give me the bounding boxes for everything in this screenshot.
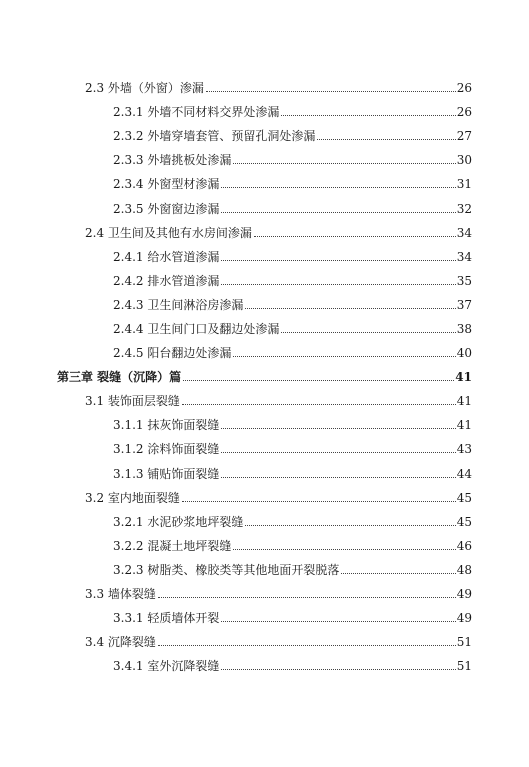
toc-page-number: 26 xyxy=(456,105,472,120)
toc-page-number: 51 xyxy=(456,659,472,674)
toc-dot-leader xyxy=(158,596,456,598)
toc-entry[interactable] xyxy=(0,510,529,534)
toc-dot-leader xyxy=(254,235,456,237)
toc-page-number: 46 xyxy=(456,538,472,553)
toc-page-number: 34 xyxy=(456,249,472,264)
toc-entry[interactable] xyxy=(0,630,529,654)
toc-entry-label: 2.3.5 外窗窗边渗漏 xyxy=(113,201,220,216)
toc-entry-label: 3.1.2 涂料饰面裂缝 xyxy=(113,442,220,457)
toc-entry-label: 2.4 卫生间及其他有水房间渗漏 xyxy=(85,225,252,240)
toc-entry[interactable] xyxy=(0,606,529,630)
toc-dot-leader xyxy=(221,259,455,261)
toc-page-number: 34 xyxy=(456,225,472,240)
toc-page-number: 35 xyxy=(456,273,472,288)
toc-dot-leader xyxy=(182,500,456,502)
toc-page-number: 31 xyxy=(456,177,472,192)
toc-entry-label: 2.4.4 卫生间门口及翻边处渗漏 xyxy=(113,321,280,336)
toc-entry[interactable] xyxy=(0,437,529,461)
toc-entry-label: 2.3.4 外窗型材渗漏 xyxy=(113,177,220,192)
toc-dot-leader xyxy=(158,644,456,646)
toc-dot-leader xyxy=(221,211,455,213)
toc-page-number: 41 xyxy=(455,370,472,385)
toc-entry[interactable] xyxy=(0,293,529,317)
toc-page-number: 38 xyxy=(456,321,472,336)
toc-page-number: 48 xyxy=(456,562,472,577)
toc-page-number: 26 xyxy=(456,81,472,96)
toc-dot-leader xyxy=(233,355,455,357)
toc-entry[interactable] xyxy=(0,196,529,220)
toc-dot-leader xyxy=(221,668,455,670)
toc-page-number: 45 xyxy=(456,490,472,505)
toc-dot-leader xyxy=(221,427,455,429)
toc-dot-leader xyxy=(281,331,455,333)
toc-entry[interactable] xyxy=(0,389,529,413)
toc-page-number: 49 xyxy=(456,611,472,626)
toc-entry-label: 3.1.1 抹灰饰面裂缝 xyxy=(113,418,220,433)
toc-entry[interactable] xyxy=(0,486,529,510)
toc-entry[interactable] xyxy=(0,245,529,269)
toc-dot-leader xyxy=(233,162,455,164)
toc-entry-label: 3.1 装饰面层裂缝 xyxy=(85,394,180,409)
toc-page-number: 49 xyxy=(456,587,472,602)
toc-dot-leader xyxy=(317,138,455,140)
toc-entry-label: 3.2.3 树脂类、橡胶类等其他地面开裂脱落 xyxy=(113,562,340,577)
toc-dot-leader xyxy=(341,572,455,574)
toc-entry-label: 2.3 外墙（外窗）渗漏 xyxy=(85,81,204,96)
toc-page-number: 41 xyxy=(456,418,472,433)
toc-page-number: 51 xyxy=(456,635,472,650)
table-of-contents xyxy=(0,76,529,678)
toc-page-number: 32 xyxy=(456,201,472,216)
toc-entry-label: 2.3.2 外墙穿墙套管、预留孔洞处渗漏 xyxy=(113,129,316,144)
toc-entry[interactable] xyxy=(0,558,529,582)
toc-entry-label: 2.4.2 排水管道渗漏 xyxy=(113,273,220,288)
toc-entry[interactable] xyxy=(0,172,529,196)
toc-page-number: 44 xyxy=(456,466,472,481)
toc-dot-leader xyxy=(221,451,455,453)
toc-page-number: 45 xyxy=(456,514,472,529)
toc-page-number: 30 xyxy=(456,153,472,168)
toc-entry[interactable] xyxy=(0,341,529,365)
toc-entry-label: 3.2.2 混凝土地坪裂缝 xyxy=(113,538,232,553)
toc-dot-leader xyxy=(281,114,455,116)
toc-dot-leader xyxy=(245,524,455,526)
toc-entry-label: 2.4.3 卫生间淋浴房渗漏 xyxy=(113,297,244,312)
toc-entry-label: 3.3.1 轻质墙体开裂 xyxy=(113,611,220,626)
toc-page-number: 40 xyxy=(456,346,472,361)
toc-dot-leader xyxy=(221,620,455,622)
toc-dot-leader xyxy=(245,307,455,309)
toc-dot-leader xyxy=(221,186,455,188)
toc-entry[interactable] xyxy=(0,582,529,606)
toc-entry[interactable] xyxy=(0,413,529,437)
toc-entry-label: 3.4.1 室外沉降裂缝 xyxy=(113,659,220,674)
toc-dot-leader xyxy=(233,548,455,550)
toc-entry[interactable] xyxy=(0,100,529,124)
toc-entry[interactable] xyxy=(0,124,529,148)
toc-entry-label: 3.1.3 铺贴饰面裂缝 xyxy=(113,466,220,481)
toc-entry-label: 2.3.1 外墙不同材料交界处渗漏 xyxy=(113,105,280,120)
toc-entry[interactable] xyxy=(0,534,529,558)
toc-dot-leader xyxy=(206,90,456,92)
toc-dot-leader xyxy=(221,283,455,285)
toc-page-number: 43 xyxy=(456,442,472,457)
toc-page-number: 37 xyxy=(456,297,472,312)
toc-dot-leader xyxy=(182,403,456,405)
toc-entry[interactable] xyxy=(0,221,529,245)
toc-dot-leader xyxy=(183,379,454,381)
toc-entry-label: 3.3 墙体裂缝 xyxy=(85,587,156,602)
toc-entry[interactable] xyxy=(0,654,529,678)
toc-entry[interactable] xyxy=(0,148,529,172)
toc-entry-label: 2.4.5 阳台翻边处渗漏 xyxy=(113,346,232,361)
toc-entry[interactable] xyxy=(0,317,529,341)
toc-dot-leader xyxy=(221,476,455,478)
toc-entry-label: 3.4 沉降裂缝 xyxy=(85,635,156,650)
toc-chapter-entry[interactable] xyxy=(0,365,529,389)
toc-page-number: 41 xyxy=(456,394,472,409)
toc-entry-label: 3.2.1 水泥砂浆地坪裂缝 xyxy=(113,514,244,529)
toc-entry-label: 2.3.3 外墙挑板处渗漏 xyxy=(113,153,232,168)
toc-entry-label: 第三章 裂缝（沉降）篇 xyxy=(57,370,182,385)
toc-entry-label: 3.2 室内地面裂缝 xyxy=(85,490,180,505)
toc-entry[interactable] xyxy=(0,76,529,100)
toc-entry[interactable] xyxy=(0,462,529,486)
toc-entry-label: 2.4.1 给水管道渗漏 xyxy=(113,249,220,264)
toc-entry[interactable] xyxy=(0,269,529,293)
toc-page-number: 27 xyxy=(456,129,472,144)
